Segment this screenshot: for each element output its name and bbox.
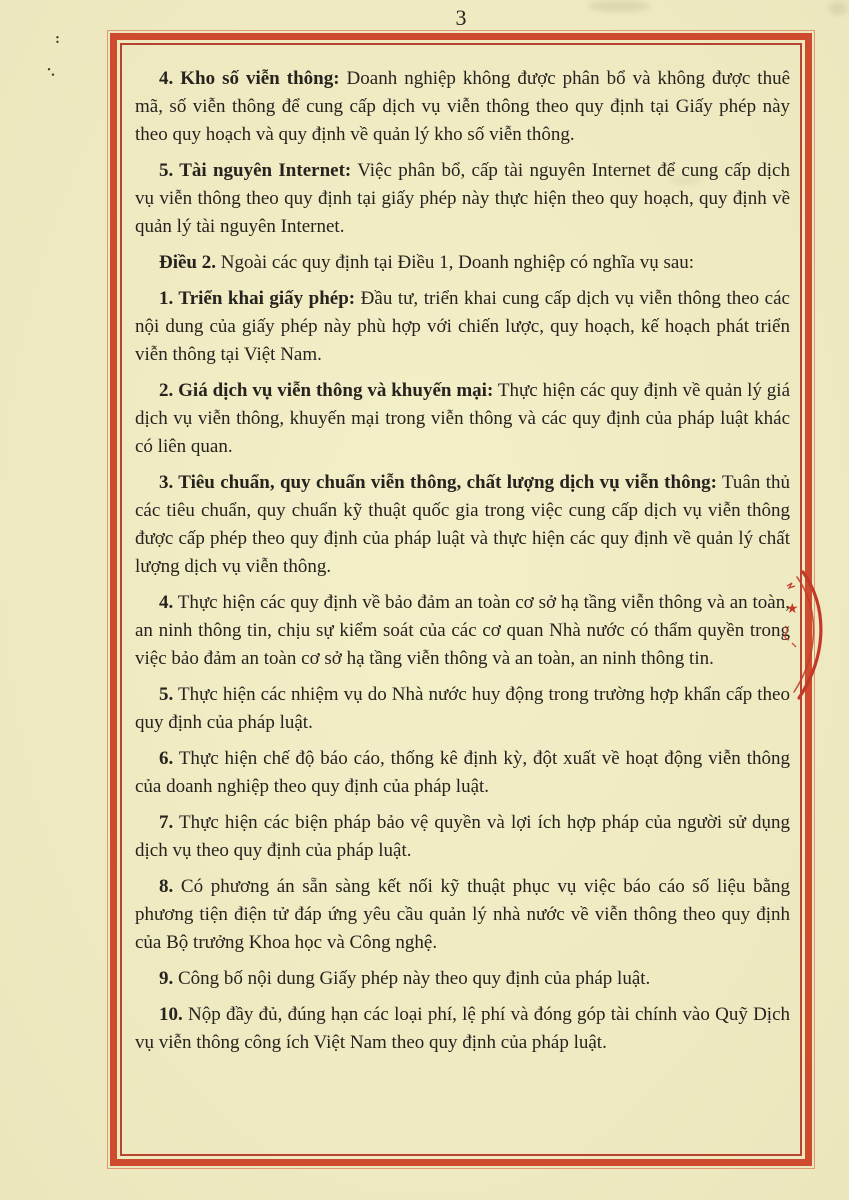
paragraph-body: Có phương án sẵn sàng kết nối kỹ thuật phục vụ việc báo cáo số liệu bằng phương tiện điện tử đáp ứng yêu cầu quản lý nhà nước về viễn thông theo quy định của Bộ trưởng Khoa học và Công nghệ. <box>135 876 790 953</box>
paragraph-lead: 4. <box>159 592 174 613</box>
document-frame <box>110 33 812 1166</box>
paragraph-bao-ve-quyen <box>135 809 790 865</box>
paragraph-an-toan-an-ninh <box>135 589 790 673</box>
paragraph-lead: 9. <box>159 968 174 989</box>
paragraph-che-do-bao-cao <box>135 745 790 801</box>
paragraph-nop-phi <box>135 1001 790 1057</box>
paragraph-lead: Điều 2. <box>159 252 216 273</box>
paragraph-cong-bo-noi-dung <box>135 965 790 993</box>
paragraph-body: Thực hiện chế độ báo cáo, thống kê định kỳ, đột xuất về hoạt động viễn thông của doanh nghiệp theo quy định của pháp luật. <box>135 748 790 797</box>
paragraph-lead: 6. <box>159 748 174 769</box>
paragraph-lead: 10. <box>159 1004 183 1025</box>
paragraph-body: Thực hiện các biện pháp bảo vệ quyền và lợi ích hợp pháp của người sử dụng dịch vụ theo quy định của pháp luật. <box>135 812 790 861</box>
paragraph-body: Đầu tư, triển khai cung cấp dịch vụ viễn thông theo các nội dung của giấy phép này phù hợp với chiến lược, quy hoạch, kế hoạch phát triển viễn thông tại Việt Nam. <box>135 288 790 365</box>
paragraph-trien-khai-giay-phep <box>135 285 790 369</box>
paragraph-dieu-2 <box>135 249 790 277</box>
paragraph-body: Doanh nghiệp không được phân bổ và không được thuê mã, số viễn thông để cung cấp dịch vụ viễn thông theo quy định tại Giấy phép này theo quy hoạch và quy định về quản lý kho số viễn thông. <box>135 68 790 145</box>
paragraph-body: Nộp đầy đủ, đúng hạn các loại phí, lệ phí và đóng góp tài chính vào Quỹ Dịch vụ viễn thông công ích Việt Nam theo quy định của pháp luật. <box>135 1004 791 1053</box>
margin-mark-mid: ·. <box>43 61 60 81</box>
paragraph-kho-so-vien-thong <box>135 65 790 149</box>
paragraph-lead: 8. <box>159 876 174 897</box>
paragraph-lead: 5. Tài nguyên Internet: <box>159 160 352 181</box>
page-number: 3 <box>455 5 467 30</box>
paragraph-gia-dich-vu <box>135 377 790 461</box>
paragraph-body: Thực hiện các quy định về quản lý giá dịch vụ viễn thông, khuyến mại trong viễn thông và các quy định của pháp luật khác có liên quan. <box>135 380 791 457</box>
paragraph-body: Việc phân bổ, cấp tài nguyên Internet để cung cấp dịch vụ viễn thông theo quy định tại giấy phép này thực hiện theo quy hoạch, quy định về quản lý tài nguyên Internet. <box>135 160 790 237</box>
paragraph-tai-nguyen-internet <box>135 157 790 241</box>
star-icon: ★ <box>786 602 799 617</box>
paragraph-body: Công bố nội dung Giấy phép này theo quy định của pháp luật. <box>178 968 651 989</box>
paragraph-body: Tuân thủ các tiêu chuẩn, quy chuẩn kỹ thuật quốc gia trong việc cung cấp dịch vụ viễn thông được cấp phép theo quy định của pháp luật và thực hiện các quy định về quản lý chất lượng dịch vụ viễn thông. <box>135 472 790 577</box>
paragraph-nhiem-vu-khan-cap <box>135 681 790 737</box>
paragraph-lead: 4. Kho số viễn thông: <box>159 68 340 89</box>
paragraph-lead: 1. Triển khai giấy phép: <box>159 288 356 309</box>
paragraph-ket-noi-ky-thuat <box>135 873 790 957</box>
paragraph-body: Thực hiện các quy định về bảo đảm an toàn cơ sở hạ tầng viễn thông và an toàn, an ninh thông tin, chịu sự kiểm soát của các cơ quan Nhà nước có thẩm quyền trong việc bảo đảm an toàn cơ sở hạ tầng viễn thông và an toàn, an ninh thông tin. <box>135 592 790 669</box>
scan-smudge <box>828 2 848 15</box>
paragraph-tieu-chuan <box>135 469 790 581</box>
paragraph-lead: 7. <box>159 812 174 833</box>
document-body <box>120 43 802 1156</box>
paragraph-body: Ngoài các quy định tại Điều 1, Doanh nghiệp có nghĩa vụ sau: <box>220 252 695 273</box>
paragraph-lead: 2. Giá dịch vụ viễn thông và khuyến mại: <box>159 380 494 401</box>
margin-mark-top: : <box>55 31 61 47</box>
paragraph-lead: 3. Tiêu chuẩn, quy chuẩn viễn thông, chất lượng dịch vụ viễn thông: <box>159 472 717 493</box>
paragraph-body: Thực hiện các nhiệm vụ do Nhà nước huy động trong trường hợp khẩn cấp theo quy định của pháp luật. <box>135 684 790 733</box>
paragraph-lead: 5. <box>159 684 174 705</box>
